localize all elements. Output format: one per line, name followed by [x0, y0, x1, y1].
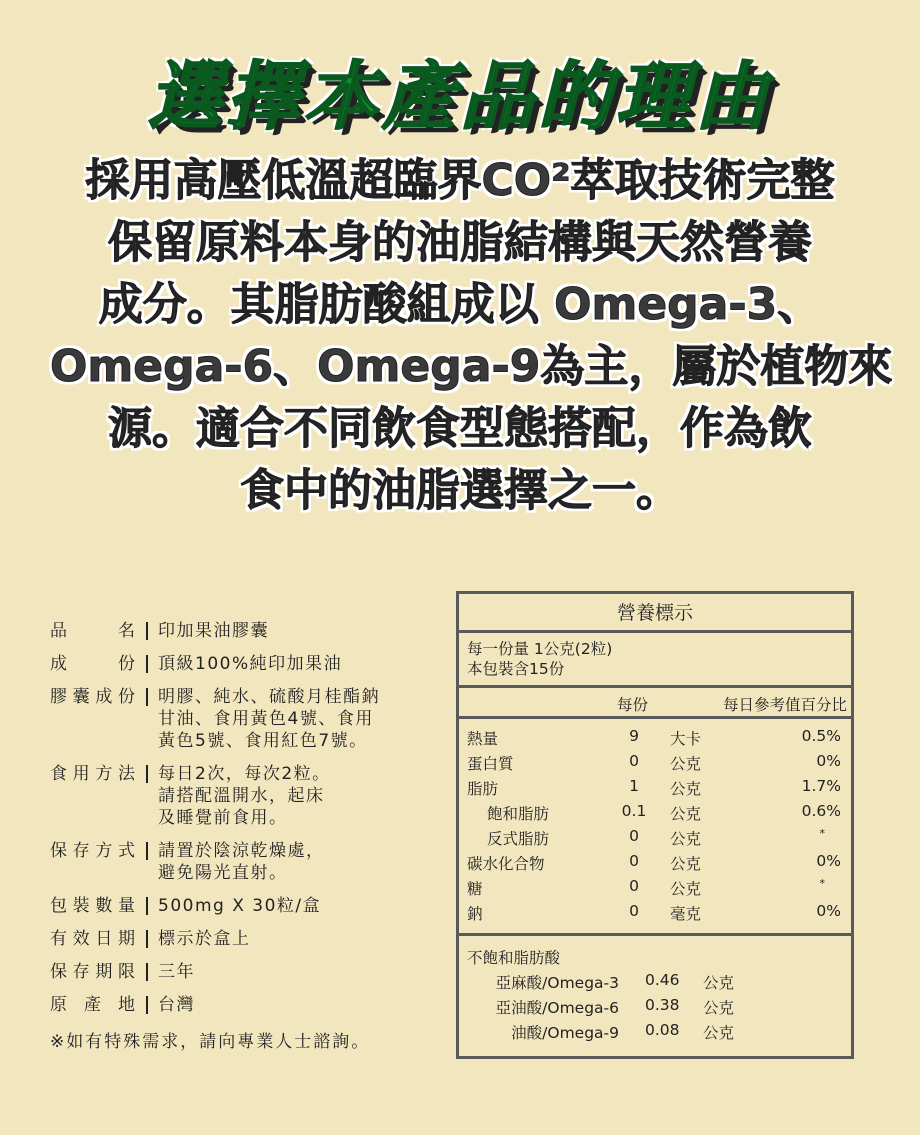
nutrient-name: 鈉 — [467, 905, 483, 923]
divider — [146, 842, 148, 860]
info-label: 包裝數量 — [50, 896, 138, 916]
product-info — [50, 620, 450, 1052]
nutrient-unit: 公克 — [670, 855, 702, 873]
nutrient-value: 0 — [629, 877, 639, 895]
info-label: 有效日期 — [50, 929, 138, 949]
nutrient-unit: 毫克 — [670, 905, 702, 923]
divider — [146, 996, 148, 1014]
nutrient-name: 糖 — [467, 880, 483, 898]
nutrient-unit: 公克 — [670, 755, 702, 773]
nutrient-value: 9 — [629, 727, 639, 745]
nutrient-row — [459, 827, 851, 852]
nutrition-facts-table — [456, 591, 854, 1059]
info-label: 原產地 — [50, 995, 138, 1015]
info-line: 每日2次，每次2粒。 — [158, 764, 331, 784]
info-value — [158, 653, 450, 675]
nutrient-row — [459, 777, 851, 802]
nutrient-value: 0.1 — [621, 802, 647, 820]
info-line: 三年 — [158, 962, 195, 982]
divider — [146, 622, 148, 640]
nutrient-row — [459, 877, 851, 902]
nutrient-name: 碳水化合物 — [467, 855, 545, 873]
unsaturated-fat-section — [459, 936, 851, 1046]
fatty-acid-unit: 公克 — [703, 1024, 735, 1042]
info-line: 頂級100%純印加果油 — [158, 654, 343, 674]
info-value — [158, 840, 450, 884]
nutrient-unit: 公克 — [670, 805, 702, 823]
nutrient-value: 0 — [629, 902, 639, 920]
nutrient-value: 0 — [629, 752, 639, 770]
nutrient-name: 熱量 — [467, 730, 499, 748]
info-line: 請搭配溫開水，起床 — [158, 786, 325, 806]
fatty-acid-name: 亞麻酸/Omega-3 — [495, 974, 619, 992]
fatty-acid-name: 亞油酸/Omega-6 — [495, 999, 619, 1017]
info-value — [158, 763, 450, 829]
serving-info — [459, 633, 851, 688]
info-row — [50, 653, 450, 675]
divider — [146, 930, 148, 948]
info-value — [158, 928, 450, 950]
info-row — [50, 895, 450, 917]
col-per-serving: 每份 — [617, 696, 649, 714]
nutrient-daily: 0% — [816, 852, 841, 870]
divider — [146, 897, 148, 915]
info-line: 台灣 — [158, 995, 195, 1015]
nutrient-value: 0 — [629, 827, 639, 845]
info-value — [158, 686, 450, 752]
nutrient-value: 0 — [629, 852, 639, 870]
nutrient-daily: * — [819, 877, 825, 890]
nutrient-unit: 公克 — [670, 780, 702, 798]
info-value — [158, 961, 450, 983]
info-line: 黃色5號、食用紅色7號。 — [158, 731, 368, 751]
nutrient-unit: 公克 — [670, 830, 702, 848]
nutrient-row — [459, 752, 851, 777]
nutrient-name: 飽和脂肪 — [487, 805, 550, 823]
column-header — [459, 688, 851, 719]
nutrition-title: 營養標示 — [459, 594, 851, 633]
fatty-acid-unit: 公克 — [703, 974, 735, 992]
fatty-acid-row — [459, 996, 851, 1021]
info-label: 成份 — [50, 654, 138, 674]
divider — [146, 655, 148, 673]
servings-per-package: 本包裝含15份 — [467, 660, 565, 678]
info-line: 請置於陰涼乾燥處， — [158, 841, 325, 861]
nutrient-name: 反式脂肪 — [487, 830, 550, 848]
nutrient-row — [459, 852, 851, 877]
info-row — [50, 840, 450, 884]
divider — [146, 765, 148, 783]
intro-paragraph — [50, 150, 893, 522]
info-value — [158, 620, 450, 642]
nutrient-rows — [459, 719, 851, 936]
intro-line: 採用高壓低溫超臨界CO²萃取技術完整 — [85, 155, 835, 206]
nutrient-value: 1 — [629, 777, 639, 795]
info-value — [158, 994, 450, 1016]
col-daily-value: 每日參考值百分比 — [722, 696, 847, 714]
nutrient-row — [459, 802, 851, 827]
nutrient-daily: 1.7% — [801, 777, 841, 795]
nutrient-daily: 0.5% — [801, 727, 841, 745]
advisory-note: ※如有特殊需求，請向專業人士諮詢。 — [50, 1032, 371, 1052]
intro-line: 食中的油脂選擇之一。 — [240, 465, 680, 516]
fat-section-title — [459, 946, 851, 971]
serving-size: 每一份量 1公克(2粒) — [467, 640, 613, 658]
nutrient-name: 脂肪 — [467, 780, 499, 798]
fatty-acid-row — [459, 1021, 851, 1046]
info-line: 印加果油膠囊 — [158, 621, 269, 641]
info-line: 標示於盒上 — [158, 929, 251, 949]
intro-line: 保留原料本身的油脂結構與天然營養 — [108, 217, 812, 268]
info-line: 500mg X 30粒/盒 — [158, 896, 322, 916]
nutrient-unit: 公克 — [670, 880, 702, 898]
nutrient-name: 蛋白質 — [467, 755, 514, 773]
info-label: 食用方法 — [50, 764, 138, 784]
fatty-acid-value: 0.46 — [645, 971, 680, 989]
fat-title: 不飽和脂肪酸 — [467, 949, 561, 967]
headline: 選擇本產品的理由 — [148, 54, 772, 140]
nutrient-daily: 0% — [816, 902, 841, 920]
info-row — [50, 763, 450, 829]
intro-line: Omega-6、Omega-9為主，屬於植物來 — [50, 341, 893, 392]
divider — [146, 963, 148, 981]
nutrient-daily: 0% — [816, 752, 841, 770]
fatty-acid-value: 0.38 — [645, 996, 680, 1014]
info-row — [50, 620, 450, 642]
fatty-acid-unit: 公克 — [703, 999, 735, 1017]
info-label: 保存期限 — [50, 962, 138, 982]
fatty-acid-name: 油酸/Omega-9 — [511, 1024, 619, 1042]
divider — [146, 688, 148, 706]
nutrient-unit: 大卡 — [670, 730, 702, 748]
info-line: 避免陽光直射。 — [158, 863, 288, 883]
info-line: 明膠、純水、硫酸月桂酯鈉 — [158, 687, 380, 707]
fatty-acid-value: 0.08 — [645, 1021, 680, 1039]
intro-line: 源。適合不同飲食型態搭配，作為飲 — [108, 403, 812, 454]
info-line: 甘油、食用黃色4號、食用 — [158, 709, 374, 729]
info-value — [158, 895, 450, 917]
intro-line: 成分。其脂肪酸組成以 Omega-3、 — [98, 279, 822, 330]
info-row — [50, 961, 450, 983]
nutrient-daily: * — [819, 827, 825, 840]
fatty-acid-row — [459, 971, 851, 996]
info-label: 膠囊成份 — [50, 687, 138, 707]
info-label: 品名 — [50, 621, 138, 641]
info-line: 及睡覺前食用。 — [158, 808, 288, 828]
nutrient-daily: 0.6% — [801, 802, 841, 820]
info-row — [50, 994, 450, 1016]
info-row — [50, 928, 450, 950]
nutrient-row — [459, 727, 851, 752]
info-row — [50, 686, 450, 752]
info-label: 保存方式 — [50, 841, 138, 861]
nutrient-row — [459, 902, 851, 927]
